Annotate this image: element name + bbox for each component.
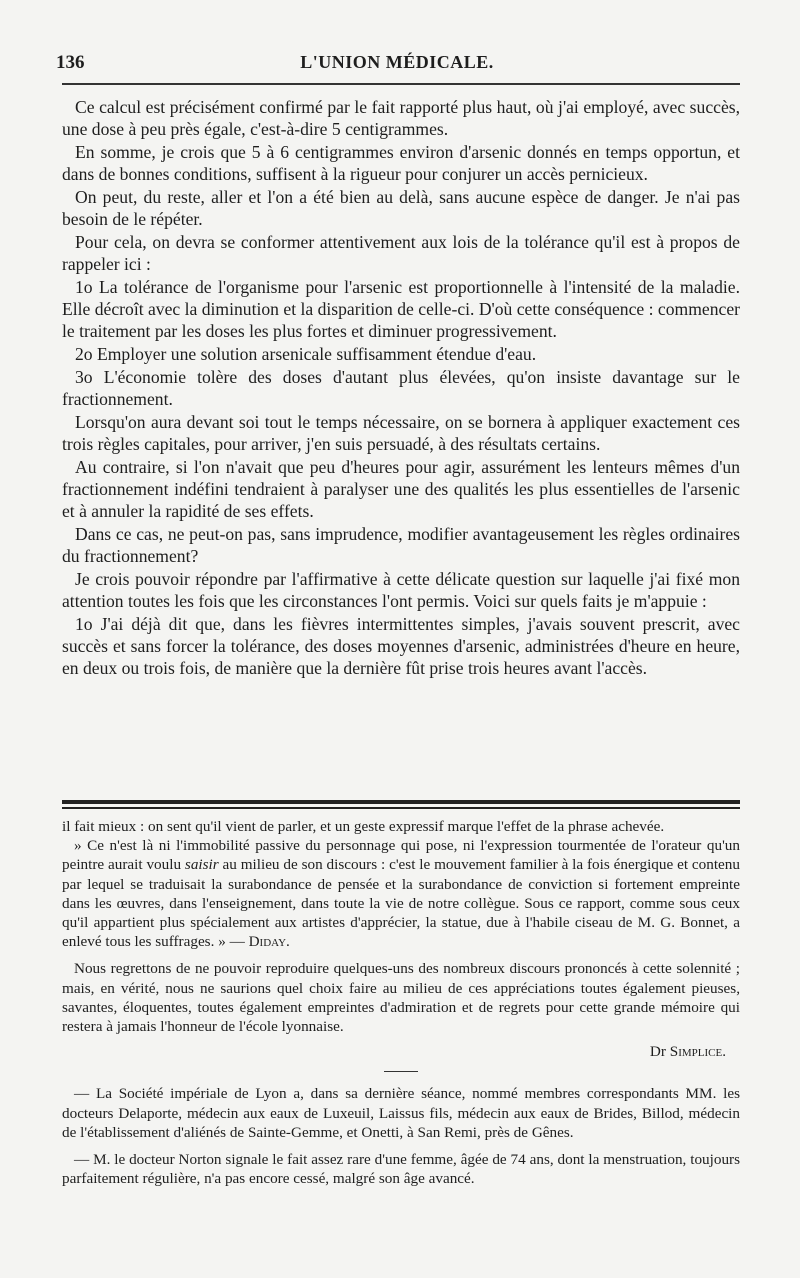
paragraph: Dans ce cas, ne peut-on pas, sans imprudence, modifier avantageusement les règles ordinaires du fractionnement?	[62, 524, 740, 566]
short-rule	[384, 1071, 418, 1072]
paragraph: On peut, du reste, aller et l'on a été bien au delà, sans aucune espèce de danger. Je n'ai pas besoin de le répéter.	[62, 187, 740, 229]
paragraph: Pour cela, on devra se conformer attentivement aux lois de la tolérance qu'il est à propos de rappeler ici :	[62, 232, 740, 274]
signature	[62, 1042, 740, 1061]
signature-prefix: Dr	[649, 1043, 670, 1061]
news-item: — M. le docteur Norton signale le fait assez rare d'une femme, âgée de 74 ans, dont la menstruation, toujours parfaitement régulière, n'a pas encore cessé, malgré son âge avancé.	[62, 1151, 740, 1188]
emphasis-text: saisir	[184, 856, 219, 874]
paragraph: Au contraire, si l'on n'avait que peu d'heures pour agir, assurément les lenteurs mêmes d'un fractionnement indéfini tendraient à paralyser une des qualités les plus essentielles de l'arsenic et à annuler la rapidité de ses effets.	[62, 457, 740, 521]
text-run: au milieu de son discours : c'est le mouvement familier à la fois énergique et contenu par lequel se traduisait la surabondance de pensée et la surabondance de conviction si fortement empreinte dans les œuvres, dans l'enseignement, dans toute la vie de notre collègue. Sous ce rapport, comme sous ceux qu'il appartient plus spécialement aux artistes d'apprécier, la statue, due à l'habile ciseau de M. G. Bonnet, a enlevé tous les suffrages. » —	[62, 856, 740, 951]
news-item: — La Société impériale de Lyon a, dans sa dernière séance, nommé membres correspondants MM. les docteurs Delaporte, médecin aux eaux de Luxeuil, Laissus fils, médecin aux eaux de Brides, Billod, médecin de l'établissement d'aliénés de Sainte-Gemme, et Onetti, à San Remi, près de Gênes.	[62, 1085, 740, 1141]
paragraph: Lorsqu'on aura devant soi tout le temps nécessaire, on se bornera à appliquer exactement ces trois règles capitales, pour arriver, j'en suis persuadé, à des résultats certains.	[62, 412, 740, 454]
text-run: » Ce n'est là ni l'immobilité passive du personnage qui pose, ni l'expression tourmentée de l'orateur qu'un peintre aurait voulu	[62, 837, 740, 874]
header-rule	[62, 83, 740, 85]
paragraph: Ce calcul est précisément confirmé par le fait rapporté plus haut, où j'ai employé, avec succès, une dose à peu près égale, c'est-à-dire 5 centigrammes.	[62, 97, 740, 139]
feuilleton-body	[62, 817, 740, 1188]
paragraph: il fait mieux : on sent qu'il vient de parler, et un geste expressif marque l'effet de la phrase achevée.	[62, 818, 665, 835]
paragraph: 1o La tolérance de l'organisme pour l'arsenic est proportionnelle à l'intensité de la maladie. Elle décroît avec la diminution et la disparition de celle-ci. D'où cette conséquence : commencer le traitement par les doses les plus fortes et diminuer progressivement.	[62, 277, 740, 341]
quoted-paragraph	[62, 836, 740, 951]
paragraph: 1o J'ai déjà dit que, dans les fièvres intermittentes simples, j'avais souvent prescrit, avec succès et sans forcer la tolérance, des doses moyennes d'arsenic, administrées d'heure en heure, en deux ou trois fois, de manière que la dernière fût prise trois heures avant l'accès.	[62, 614, 740, 678]
paragraph: 3o L'économie tolère des doses d'autant plus élevées, qu'on insiste davantage sur le fractionnement.	[62, 367, 740, 409]
page-number: 136	[56, 52, 85, 73]
paragraph: En somme, je crois que 5 à 6 centigrammes environ d'arsenic donnés en temps opportun, et dans de bonnes conditions, suffisent à la rigueur pour conjurer un accès pernicieux.	[62, 142, 740, 184]
signature-name: Simplice.	[669, 1043, 726, 1061]
page-header	[56, 46, 738, 86]
paragraph: Nous regrettons de ne pouvoir reproduire quelques-uns des nombreux discours prononcés à cette solennité ; mais, en vérité, nous ne saurions quel choix faire au milieu de ces appréciations toutes également pieuses, savantes, éloquentes, toutes également empreintes d'admiration et de regrets pour cette grande mémoire qui restera à jamais l'honneur de l'école lyonnaise.	[62, 960, 740, 1036]
section-divider-thin	[62, 807, 740, 809]
author-name: Diday.	[248, 933, 290, 951]
section-divider	[62, 800, 740, 804]
journal-title: L'UNION MÉDICALE.	[300, 52, 494, 72]
article-body-upper	[62, 96, 740, 680]
paragraph: Je crois pouvoir répondre par l'affirmative à cette délicate question sur laquelle j'ai fixé mon attention toutes les fois que les circonstances l'ont permis. Voici sur quels faits je m'appuie :	[62, 569, 740, 611]
paragraph: 2o Employer une solution arsenicale suffisamment étendue d'eau.	[75, 344, 537, 364]
